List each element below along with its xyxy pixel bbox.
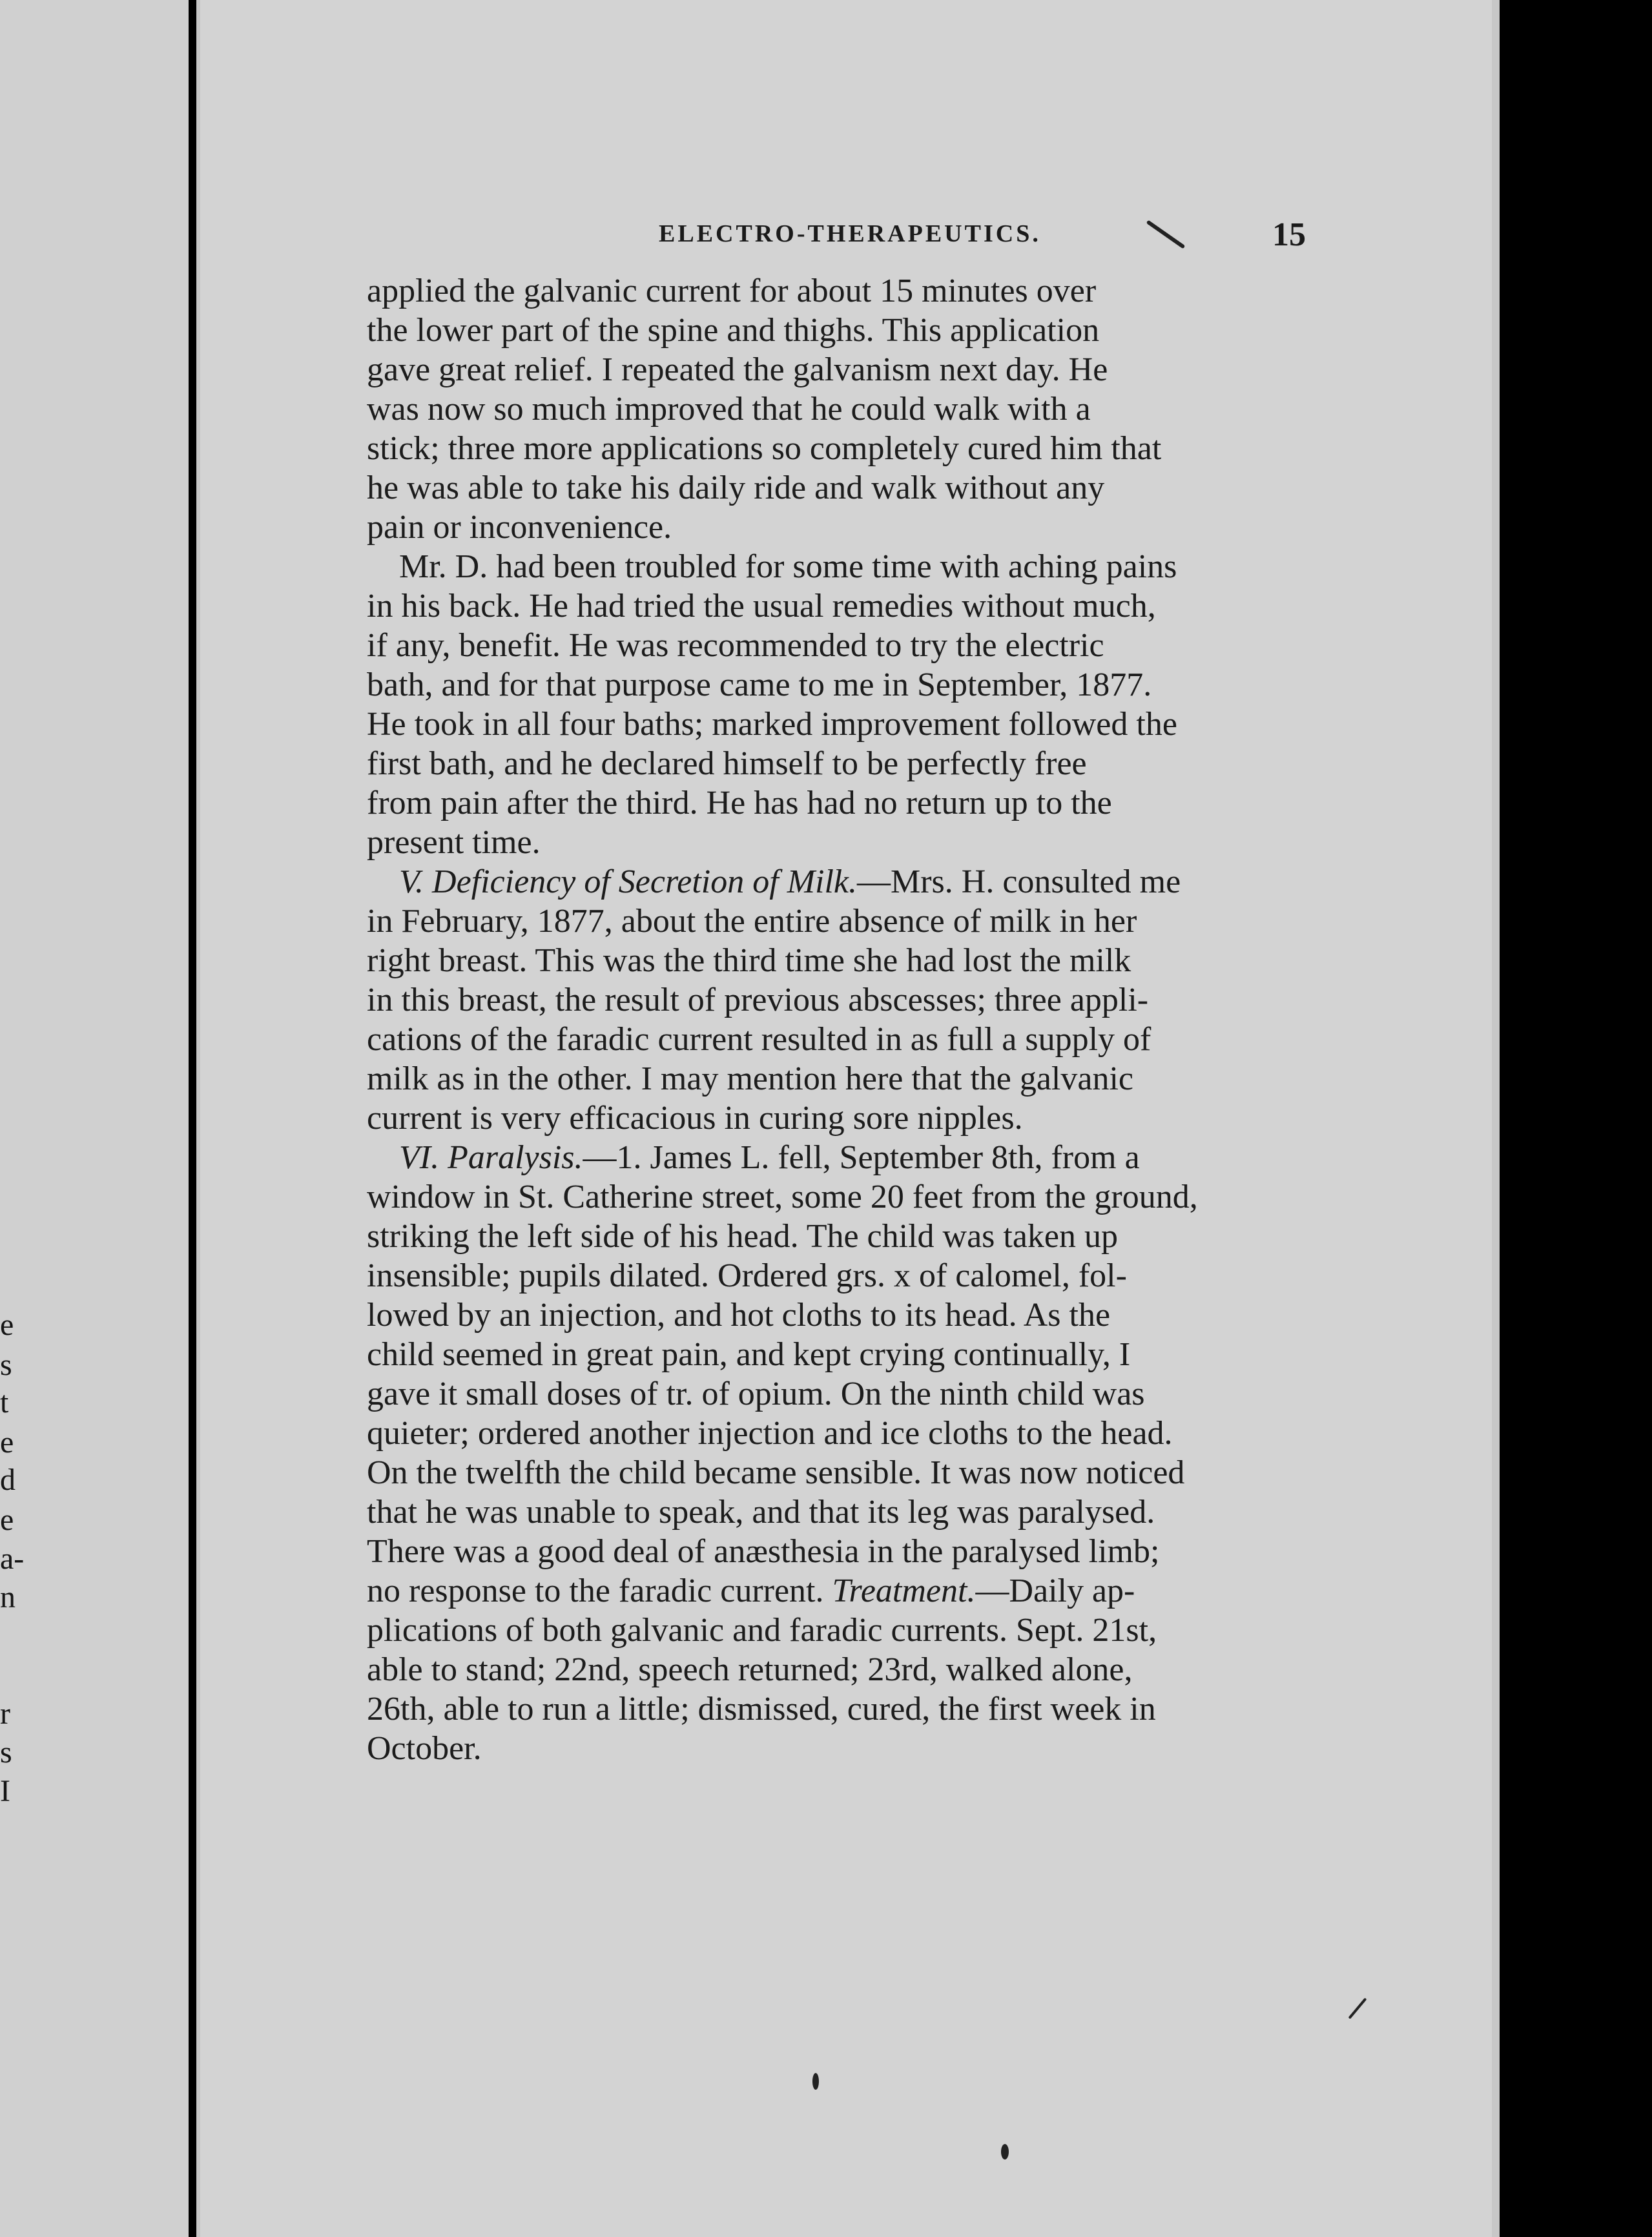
- text-line: cations of the faradic current resulted in as full a supply of: [367, 1021, 1151, 1058]
- text-line: October.: [367, 1730, 482, 1767]
- text-line: window in St. Catherine street, some 20 feet from the ground,: [367, 1179, 1198, 1215]
- previous-page-fragment: t: [0, 1385, 9, 1419]
- text-line: [367, 1571, 1503, 1611]
- text-line: the lower part of the spine and thighs. This application: [367, 312, 1100, 349]
- previous-page-fragment: a-: [0, 1541, 25, 1576]
- paragraph: [367, 1138, 1503, 1768]
- text-line: in this breast, the result of previous abscesses; three appli-: [367, 982, 1149, 1018]
- text-line: gave it small doses of tr. of opium. On the ninth child was: [367, 1376, 1145, 1412]
- text-line: in February, 1877, about the entire absence of milk in her: [367, 903, 1137, 940]
- page-header: [200, 216, 1492, 265]
- text-line: child seemed in great pain, and kept crying continually, I: [367, 1336, 1131, 1373]
- text-line: first bath, and he declared himself to be perfectly free: [367, 745, 1087, 782]
- text-line: [367, 1138, 1503, 1177]
- previous-page-fragment: s: [0, 1735, 12, 1769]
- paragraph: [367, 547, 1503, 862]
- scan-mark: [1001, 2144, 1009, 2160]
- text-line: from pain after the third. He has had no return up to the: [367, 785, 1112, 821]
- previous-page-fragment: e: [0, 1425, 14, 1459]
- previous-page-fragment: e: [0, 1503, 14, 1537]
- text-line: applied the galvanic current for about 15 minutes over: [367, 273, 1097, 309]
- previous-page-fragment: d: [0, 1463, 15, 1497]
- scan-mark: [1348, 1997, 1367, 2019]
- text-line: if any, benefit. He was recommended to try the electric: [367, 627, 1104, 664]
- previous-page-fragment: r: [0, 1696, 10, 1731]
- section-heading: VI. Paralysis.: [399, 1139, 583, 1176]
- previous-page-fragment: e: [0, 1308, 14, 1342]
- section-heading: V. Deficiency of Secretion of Milk.: [399, 863, 857, 900]
- previous-page-fragment: n: [0, 1580, 15, 1614]
- text-line: present time.: [367, 824, 541, 861]
- text-line: He took in all four baths; marked improvement followed the: [367, 706, 1177, 743]
- text-line: able to stand; 22nd, speech returned; 23rd, walked alone,: [367, 1651, 1133, 1688]
- page-number: 15: [1272, 216, 1306, 253]
- text-line: stick; three more applications so completely cured him that: [367, 430, 1162, 467]
- book-page: [200, 0, 1492, 2237]
- running-head: ELECTRO-THERAPEUTICS.: [659, 220, 1041, 247]
- text-line: he was able to take his daily ride and walk without any: [367, 469, 1105, 506]
- text-line: 26th, able to run a little; dismissed, cured, the first week in: [367, 1691, 1156, 1727]
- previous-page-fragment: I: [0, 1774, 10, 1808]
- text-run: no response to the faradic current.: [367, 1572, 824, 1609]
- treatment-heading: Treatment.: [832, 1572, 976, 1609]
- text-line: Mr. D. had been troubled for some time with aching pains: [399, 548, 1177, 585]
- text-line: bath, and for that purpose came to me in September, 1877.: [367, 666, 1152, 703]
- text-run: —Mrs. H. consulted me: [856, 863, 1181, 900]
- text-line: quieter; ordered another injection and ice cloths to the head.: [367, 1415, 1173, 1452]
- paragraph: [367, 862, 1503, 1138]
- text-run: —Daily ap-: [975, 1572, 1135, 1609]
- text-line: gave great relief. I repeated the galvanism next day. He: [367, 351, 1108, 388]
- paragraph: [367, 271, 1503, 547]
- text-line: On the twelfth the child became sensible. It was now noticed: [367, 1454, 1185, 1491]
- text-line: milk as in the other. I may mention here that the galvanic: [367, 1060, 1133, 1097]
- text-line: plications of both galvanic and faradic currents. Sept. 21st,: [367, 1612, 1157, 1649]
- text-line: insensible; pupils dilated. Ordered grs. x of calomel, fol-: [367, 1257, 1127, 1294]
- text-line: in his back. He had tried the usual remedies without much,: [367, 588, 1156, 624]
- scan-mark: [812, 2073, 819, 2090]
- text-line: striking the left side of his head. The child was taken up: [367, 1218, 1118, 1255]
- text-line: right breast. This was the third time she had lost the milk: [367, 942, 1131, 979]
- previous-page-fragment: s: [0, 1348, 12, 1382]
- body-text: [367, 271, 1503, 1768]
- text-line: lowed by an injection, and hot cloths to its head. As the: [367, 1297, 1111, 1334]
- text-line: was now so much improved that he could walk with a: [367, 391, 1091, 428]
- text-run: —1. James L. fell, September 8th, from a: [583, 1139, 1140, 1176]
- previous-page-edge: [0, 0, 189, 2237]
- text-line: pain or inconvenience.: [367, 509, 672, 546]
- text-line: [367, 862, 1503, 902]
- text-line: There was a good deal of anæsthesia in the paralysed limb;: [367, 1533, 1160, 1570]
- text-line: that he was unable to speak, and that its leg was paralysed.: [367, 1494, 1155, 1531]
- text-line: current is very efficacious in curing sore nipples.: [367, 1100, 1023, 1137]
